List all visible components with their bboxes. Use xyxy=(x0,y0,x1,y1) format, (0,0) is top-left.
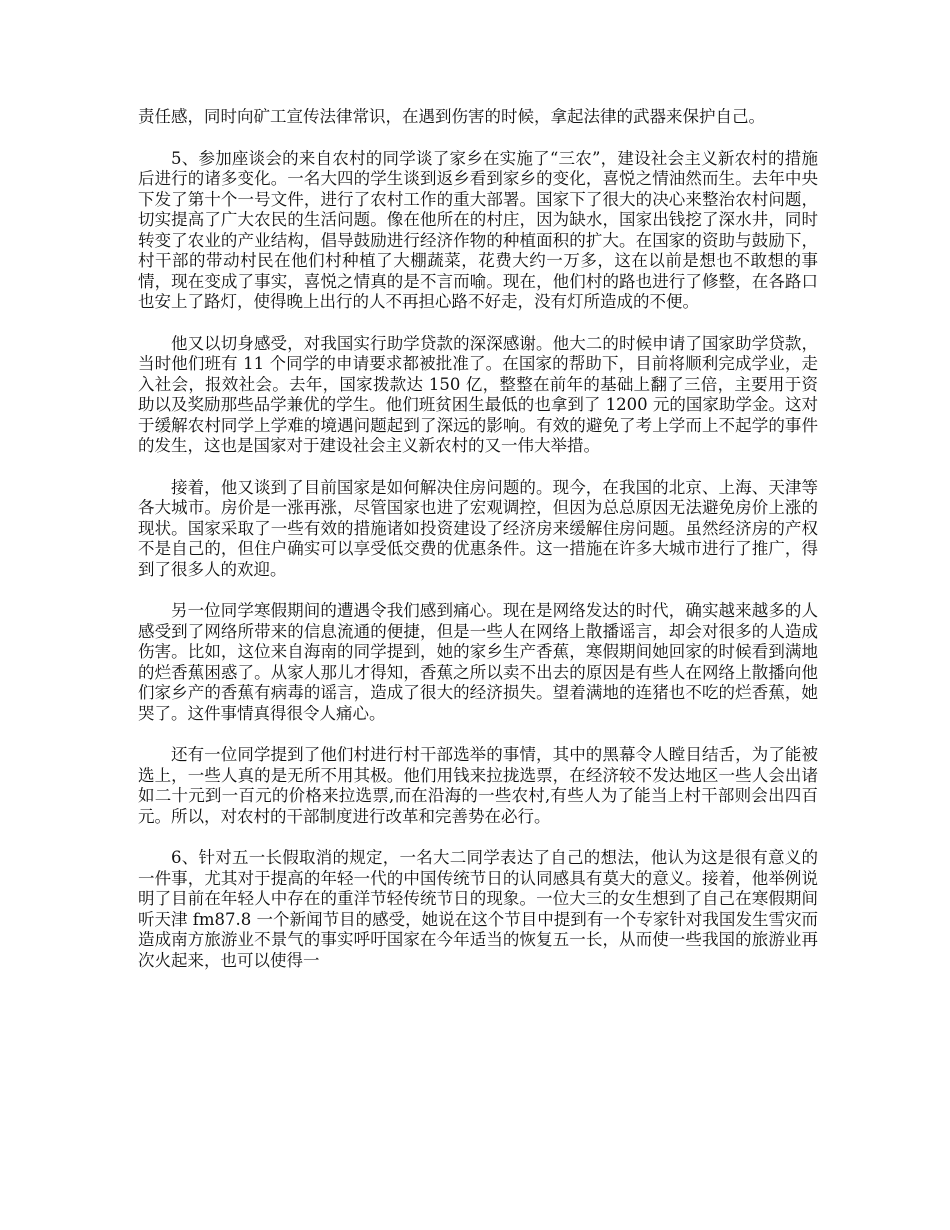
paragraph-internet-rumors: 另一位同学寒假期间的遭遇令我们感到痛心。现在是网络发达的时代，确实越来越多的人感受到了网络所带来的信息流通的便捷，但是一些人在网络上散播谣言，却会对很多的人造成伤害。比如，这位来自海南的同学提到，她的家乡生产香蕉，寒假期间她回家的时候看到满地的烂香蕉困惑了。从家人那儿才得知，香蕉之所以卖不出去的原因是有些人在网络上散播向他们家乡产的香蕉有病毒的谣言，造成了很大的经济损失。望着满地的连猪也不吃的烂香蕉，她哭了。这件事情真得很令人痛心。 xyxy=(138,601,818,723)
paragraph-village-elections: 还有一位同学提到了他们村进行村干部选举的事情，其中的黑幕令人瞠目结舌，为了能被选上，一些人真的是无所不用其极。他们用钱来拉拢选票，在经济较不发达地区一些人会出诸如二十元到一百元的价格来拉选票,而在沿海的一些农村,有些人为了能当上村干部则会出四百元。所以，对农村的干部制度进行改革和完善势在必行。 xyxy=(138,745,818,826)
paragraph-housing: 接着，他又谈到了目前国家是如何解决住房问题的。现今，在我国的北京、上海、天津等各大城市。房价是一涨再涨，尽管国家也进了宏观调控，但因为总总原因无法避免房价上涨的现状。国家采取了一些有效的措施诸如投资建设了经济房来缓解住房问题。虽然经济房的产权不是自己的，但住户确实可以享受低交费的优惠条件。这一措施在许多大城市进行了推广，得到了很多人的欢迎。 xyxy=(138,477,818,579)
paragraph-continuation: 责任感，同时向矿工宣传法律常识，在遇到伤害的时候，拿起法律的武器来保护自己。 xyxy=(138,107,765,126)
paragraph-item-5: 5、参加座谈会的来自农村的同学谈了家乡在实施了“三农”，建设社会主义新农村的措施后进行的诸多变化。一名大四的学生谈到返乡看到家乡的变化，喜悦之情油然而生。去年中央下发了第十个一号文件，进行了农村工作的重大部署。国家下了很大的决心来整治农村问题，切实提高了广大农民的生活问题。像在他所在的村庄，因为缺水，国家出钱挖了深水井，同时转变了农业的产业结构，倡导鼓励进行经济作物的种植面积的扩大。在国家的资助与鼓励下，村干部的带动村民在他们村种植了大棚蔬菜，花费大约一万多，这在以前是想也不敢想的事情，现在变成了事实，喜悦之情真的是不言而喻。现在，他们村的路也进行了修整，在各路口也安上了路灯，使得晚上出行的人不再担心路不好走，没有灯所造成的不便。 xyxy=(138,148,818,311)
paragraph-item-6: 6、针对五一长假取消的规定，一名大二同学表达了自己的想法，他认为这是很有意义的一件事，尤其对于提高的年轻一代的中国传统节日的认同感具有莫大的意义。接着，他举例说明了目前在年轻人中存在的重洋节轻传统节日的现象。一位大三的女生想到了自己在寒假期间听天津 fm87.8 一个新闻节目的感受，她说在这个节目中提到有一个专家针对我国发生雪灾而造成南方旅游业不景气的事实呼吁国家在今年适当的恢复五一长，从而使一些我国的旅游业再次火起来，也可以使得一 xyxy=(138,848,818,970)
paragraph-student-loans: 他又以切身感受，对我国实行助学贷款的深深感谢。他大二的时候申请了国家助学贷款，当时他们班有 11 个同学的申请要求都被批准了。在国家的帮助下，目前将顺利完成学业，走入社会，报效社会。去年，国家拨款达 150 亿，整整在前年的基础上翻了三倍，主要用于资助以及奖励那些品学兼优的学生。他们班贫困生最低的也拿到了 1200 元的国家助学金。这对于缓解农村同学上学难的境遇问题起到了深远的影响。有效的避免了考上学而上不起学的事件的发生，这也是国家对于建设社会主义新农村的又一伟大举措。 xyxy=(138,333,818,455)
document-body xyxy=(138,107,818,992)
